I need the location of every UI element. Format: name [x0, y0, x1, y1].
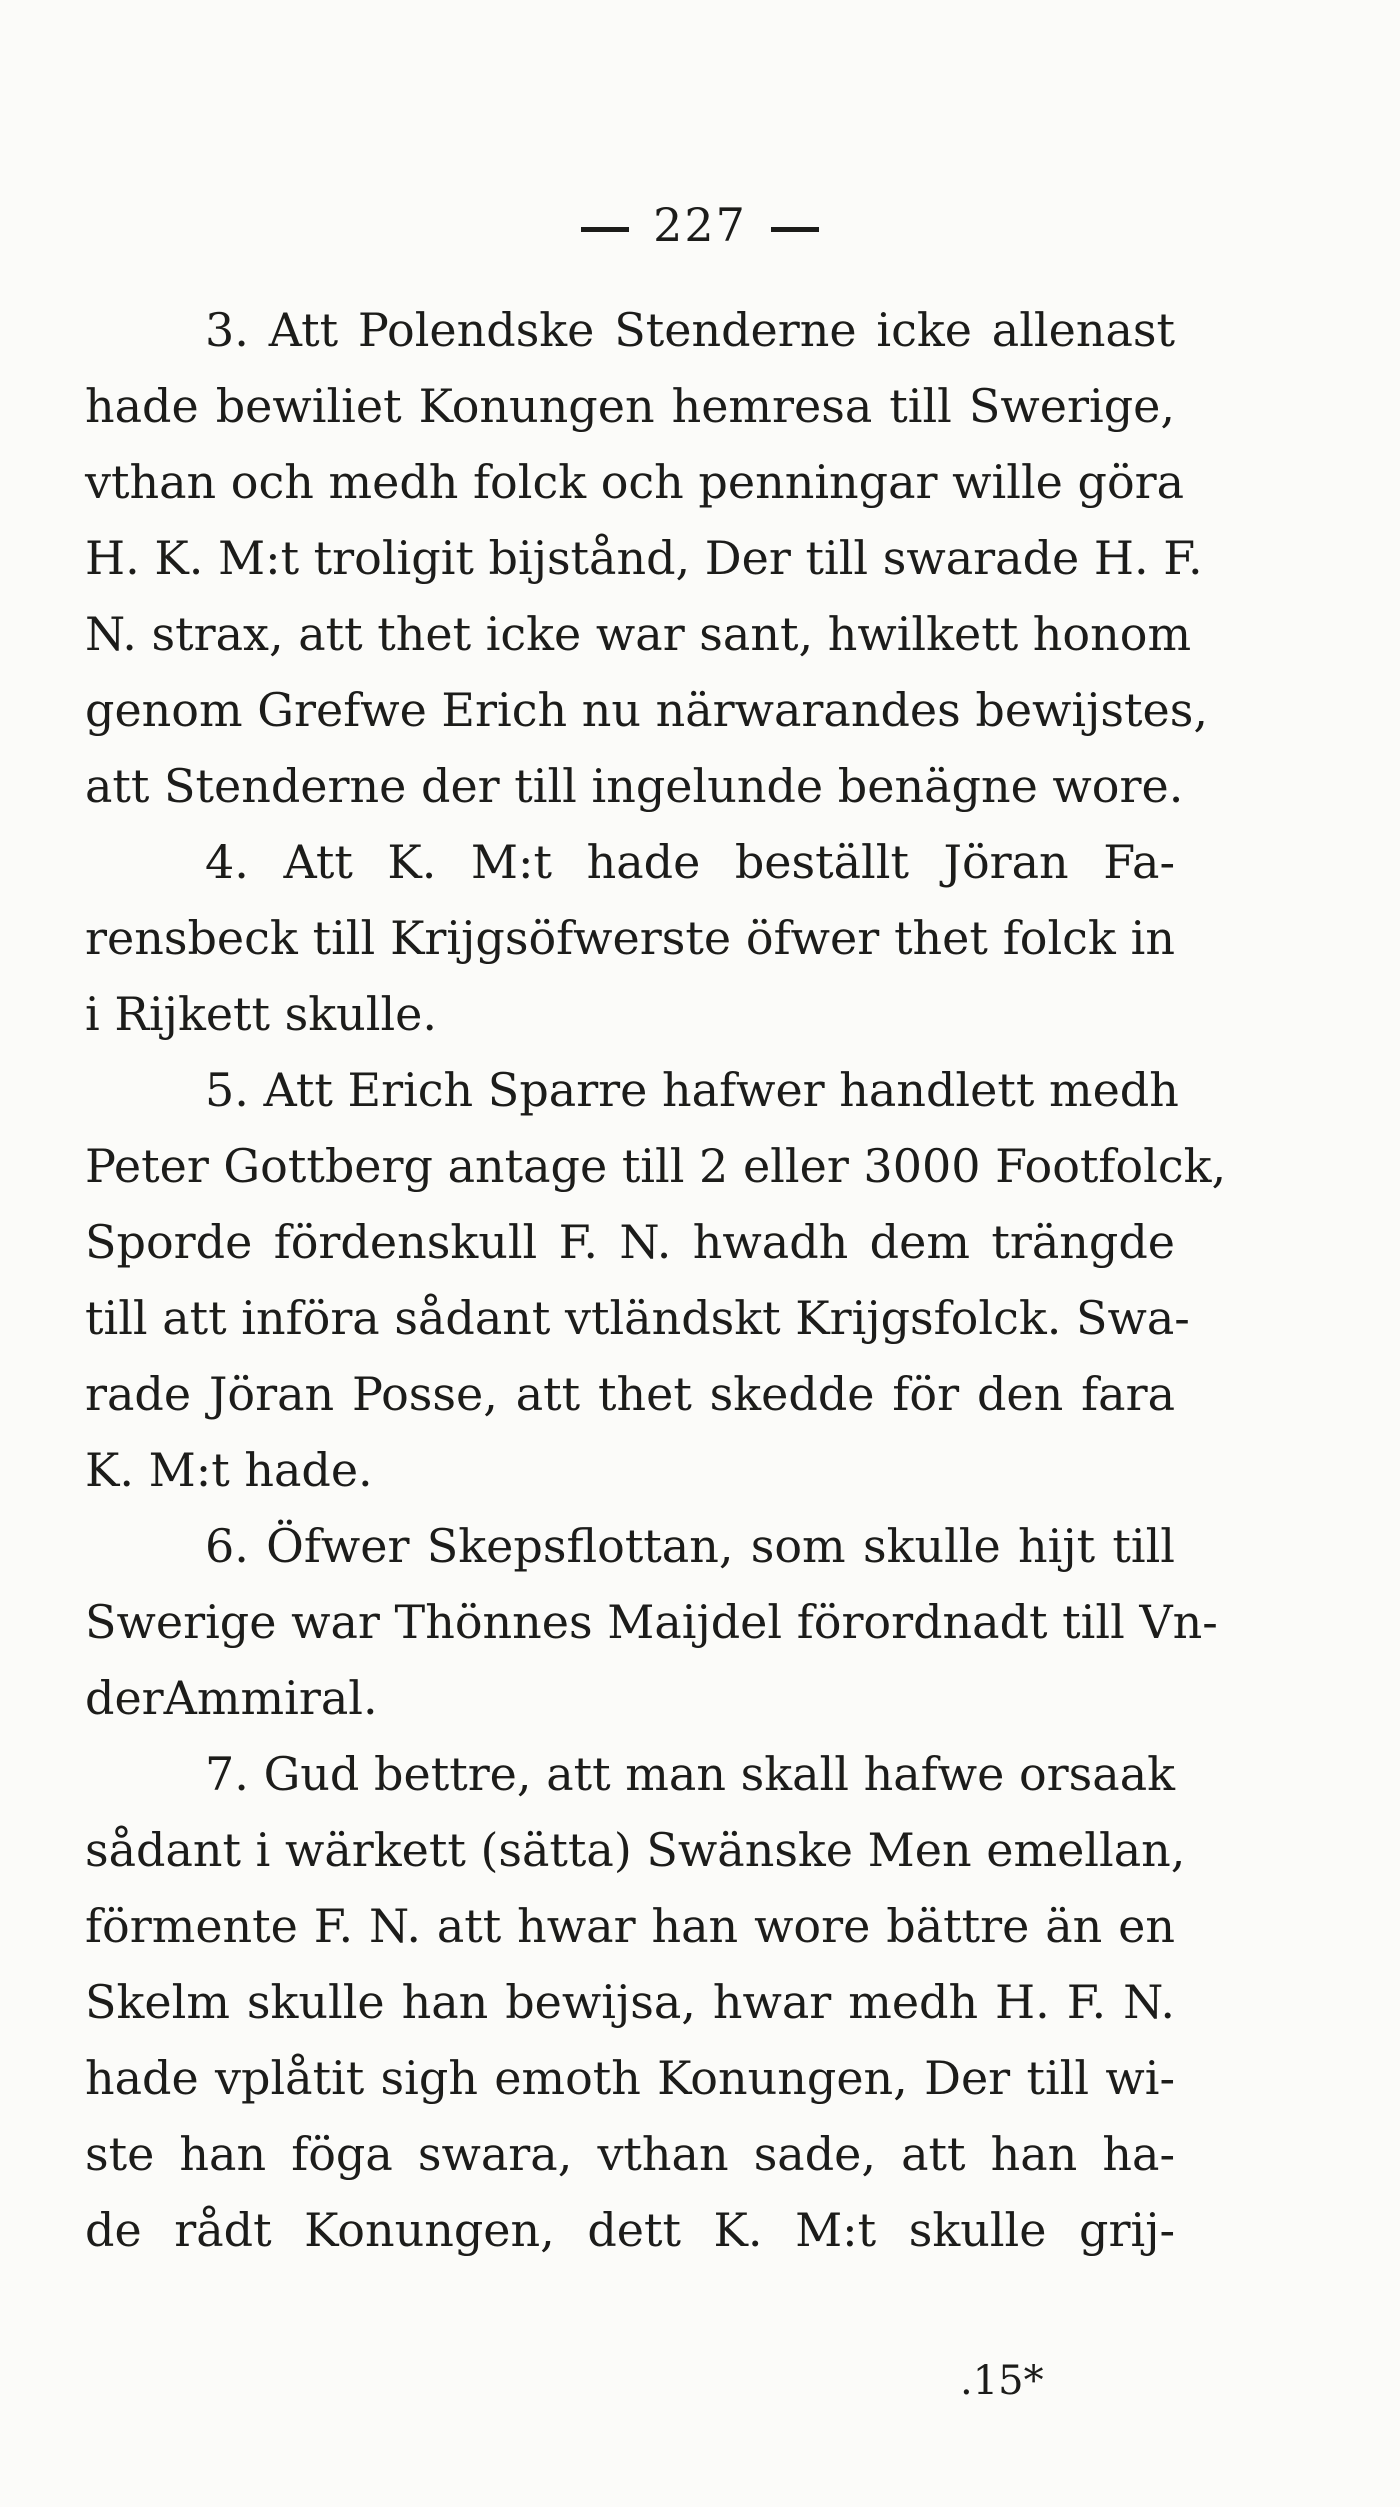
body-text	[85, 292, 1227, 2268]
header-dash-left	[581, 227, 629, 232]
text-line: derAmmiral.	[85, 1671, 378, 1725]
text-line: Swerige war Thönnes Maijdel förordnadt till Vn-	[85, 1595, 1218, 1649]
header-dash-right	[771, 227, 819, 232]
text-line: hade vplåtit sigh emoth Konungen, Der till wi-	[85, 2051, 1175, 2105]
text-line: 4. Att K. M:t hade beställt Jöran Fa-	[205, 835, 1175, 889]
text-line: förmente F. N. att hwar han wore bättre än en	[85, 1899, 1175, 1953]
text-line: H. K. M:t troligit bijstånd, Der till swarade H. F.	[85, 531, 1203, 585]
text-line: de rådt Konungen, dett K. M:t skulle grij-	[85, 2203, 1175, 2257]
page-header	[0, 198, 1400, 252]
text-line: 6. Öfwer Skepsflottan, som skulle hijt till	[205, 1519, 1175, 1573]
text-line: Peter Gottberg antage till 2 eller 3000 Footfolck,	[85, 1139, 1227, 1193]
text-line: genom Grefwe Erich nu närwarandes bewijstes,	[85, 683, 1208, 737]
text-line: 3. Att Polendske Stenderne icke allenast	[205, 303, 1175, 357]
text-line: i Rijkett skulle.	[85, 987, 438, 1041]
text-line: vthan och medh folck och penningar wille göra	[85, 455, 1185, 509]
text-line: rade Jöran Posse, att thet skedde för den fara	[85, 1367, 1175, 1421]
text-line: att Stenderne der till ingelunde benägne wore.	[85, 759, 1184, 813]
text-line: hade bewiliet Konungen hemresa till Swerige,	[85, 379, 1175, 433]
signature-mark: .15*	[960, 2358, 1044, 2404]
text-line: K. M:t hade.	[85, 1443, 373, 1497]
text-line: 5. Att Erich Sparre hafwer handlett medh	[205, 1063, 1179, 1117]
text-line: Skelm skulle han bewijsa, hwar medh H. F. N.	[85, 1975, 1175, 2029]
page-number: 227	[653, 198, 747, 252]
text-line: rensbeck till Krijgsöfwerste öfwer thet folck in	[85, 911, 1175, 965]
text-line: Sporde fördenskull F. N. hwadh dem trängde	[85, 1215, 1175, 1269]
text-line: ste han föga swara, vthan sade, att han ha-	[85, 2127, 1175, 2181]
text-line: N. strax, att thet icke war sant, hwilkett honom	[85, 607, 1192, 661]
text-line: 7. Gud bettre, att man skall hafwe orsaak	[205, 1747, 1175, 1801]
text-line: sådant i wärkett (sätta) Swänske Men emellan,	[85, 1823, 1186, 1877]
text-line: till att införa sådant vtländskt Krijgsfolck. Swa-	[85, 1291, 1190, 1345]
